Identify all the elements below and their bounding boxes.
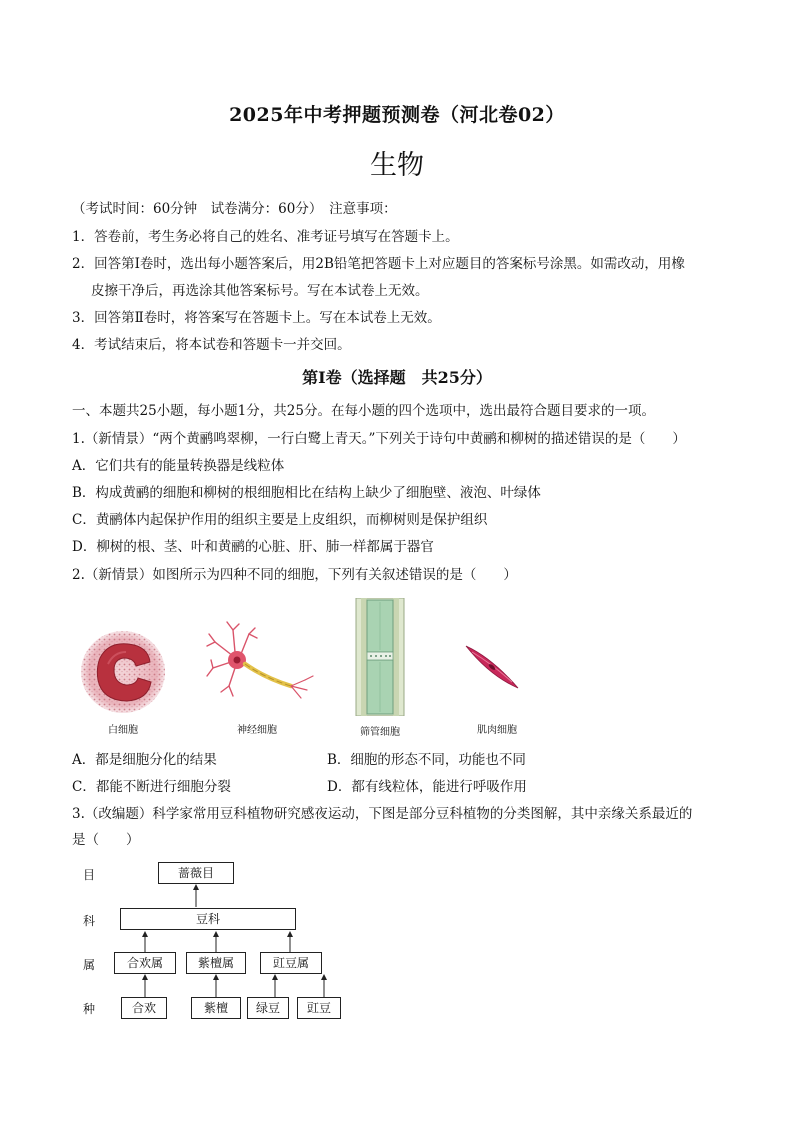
level-species-label: 种 xyxy=(83,1002,96,1016)
question-2-option-a: A．都是细胞分化的结果 xyxy=(72,752,217,768)
question-2-option-b: B．细胞的形态不同，功能也不同 xyxy=(327,752,526,768)
question-2-stem: 2.（新情景）如图所示为四种不同的细胞，下列有关叙述错误的是（ ） xyxy=(72,567,517,583)
genus-box-pterocarpus: 紫檀属 xyxy=(186,952,246,974)
question-3-stem-cont: 是（ ） xyxy=(72,832,140,848)
white-blood-cell-image xyxy=(78,628,168,716)
family-box: 豆科 xyxy=(120,908,296,930)
question-2-option-c: C．都能不断进行细胞分裂 xyxy=(72,779,231,795)
section-title: 第Ⅰ卷（选择题 共25分） xyxy=(302,368,492,387)
species-box-hehuan: 合欢 xyxy=(121,997,167,1019)
question-3-stem: 3.（改编题）科学家常用豆科植物研究感夜运动，下图是部分豆科植物的分类图解，其中亲缘关系最近的 xyxy=(72,806,693,822)
level-genus-label: 属 xyxy=(83,958,96,972)
genus-box-albizia: 合欢属 xyxy=(114,952,176,974)
caption-white-blood-cell: 白细胞 xyxy=(108,725,138,736)
muscle-cell-image xyxy=(462,642,522,692)
instruction-4: 4．考试结束后，将本试卷和答题卡一并交回。 xyxy=(72,337,351,353)
instruction-3: 3．回答第Ⅱ卷时，将答案写在答题卡上。写在本试卷上无效。 xyxy=(72,310,441,326)
species-box-zitan: 紫檀 xyxy=(191,997,241,1019)
caption-nerve-cell: 神经细胞 xyxy=(237,725,277,736)
question-1-option-c: C．黄鹂体内起保护作用的组织主要是上皮组织，而柳树则是保护组织 xyxy=(72,512,488,528)
caption-muscle-cell: 肌肉细胞 xyxy=(477,725,517,736)
instruction-2-cont: 皮擦干净后，再选涂其他答案标号。写在本试卷上无效。 xyxy=(91,283,429,299)
question-1-option-b: B．构成黄鹂的细胞和柳树的根细胞相比在结构上缺少了细胞壁、液泡、叶绿体 xyxy=(72,485,541,501)
question-1-option-a: A．它们共有的能量转换器是线粒体 xyxy=(72,458,285,474)
species-box-mung-bean: 绿豆 xyxy=(247,997,289,1019)
order-box: 蔷薇目 xyxy=(158,862,234,884)
caption-sieve-tube-cell: 筛管细胞 xyxy=(360,727,400,738)
species-box-cowpea: 豇豆 xyxy=(297,997,341,1019)
instruction-1: 1．答卷前，考生务必将自己的姓名、准考证号填写在答题卡上。 xyxy=(72,229,459,245)
instruction-2: 2．回答第Ⅰ卷时，选出每小题答案后，用2B铅笔把答题卡上对应题目的答案标号涂黑。如需改动，用橡 xyxy=(72,256,685,272)
exam-title: 2025年中考押题预测卷（河北卷02） xyxy=(229,104,565,126)
sieve-tube-cell-image xyxy=(355,598,405,716)
genus-box-vigna: 豇豆属 xyxy=(260,952,322,974)
question-1-option-d: D．柳树的根、茎、叶和黄鹂的心脏、肝、肺一样都属于器官 xyxy=(72,539,434,555)
nerve-cell-image xyxy=(205,620,317,702)
section-description: 一、本题共25小题，每小题1分，共25分。在每小题的四个选项中，选出最符合题目要求的一项。 xyxy=(72,403,655,419)
level-family-label: 科 xyxy=(83,914,96,928)
subject-title: 生物 xyxy=(370,150,424,181)
question-1-stem: 1.（新情景）“两个黄鹂鸣翠柳，一行白鹭上青天。”下列关于诗句中黄鹂和柳树的描述错误的是（ ） xyxy=(72,431,686,447)
exam-info: （考试时间：60分钟 试卷满分：60分） 注意事项： xyxy=(72,201,397,217)
level-order-label: 目 xyxy=(83,868,96,882)
question-2-option-d: D．都有线粒体，能进行呼吸作用 xyxy=(327,779,527,795)
